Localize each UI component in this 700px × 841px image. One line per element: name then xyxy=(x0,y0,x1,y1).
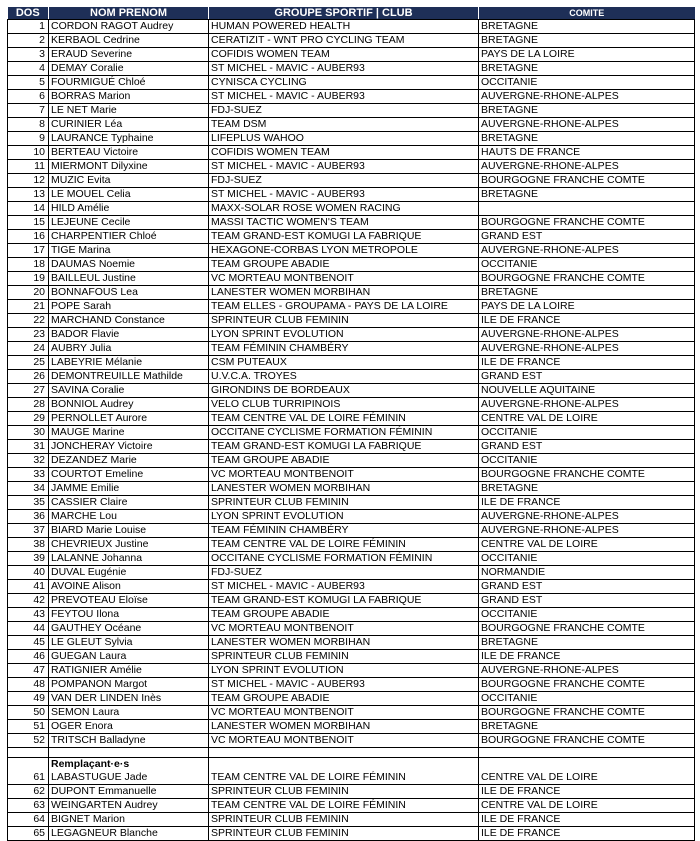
rider-row xyxy=(8,678,695,692)
header-club[interactable]: GROUPE SPORTIF | CLUB xyxy=(209,7,479,20)
cell-dos: 38 xyxy=(8,538,49,552)
cell-dos: 40 xyxy=(8,566,49,580)
cell-club: LYON SPRINT EVOLUTION xyxy=(209,664,479,678)
separator-row xyxy=(8,748,695,758)
rider-row xyxy=(8,706,695,720)
cell-comite: OCCITANIE xyxy=(479,258,695,272)
rider-row xyxy=(8,608,695,622)
rider-row xyxy=(8,258,695,272)
cell-comite: BOURGOGNE FRANCHE COMTE xyxy=(479,216,695,230)
rider-row xyxy=(8,160,695,174)
rider-row xyxy=(8,188,695,202)
rider-row xyxy=(8,412,695,426)
cell-club: LANESTER WOMEN MORBIHAN xyxy=(209,482,479,496)
cell-comite: BOURGOGNE FRANCHE COMTE xyxy=(479,706,695,720)
cell-name: LAURANCE Typhaine xyxy=(49,132,209,146)
cell-dos: 20 xyxy=(8,286,49,300)
cell-name: AVOINE Alison xyxy=(49,580,209,594)
cell-name: LABEYRIE Mélanie xyxy=(49,356,209,370)
cell-dos: 37 xyxy=(8,524,49,538)
cell-dos: 32 xyxy=(8,454,49,468)
cell-dos: 28 xyxy=(8,398,49,412)
header-comite[interactable]: COMITE xyxy=(479,7,695,20)
cell-club: ST MICHEL - MAVIC - AUBER93 xyxy=(209,678,479,692)
cell-club: TEAM CENTRE VAL DE LOIRE FÉMININ xyxy=(209,538,479,552)
cell-dos: 51 xyxy=(8,720,49,734)
cell-club: VC MORTEAU MONTBENOIT xyxy=(209,468,479,482)
cell-name: BONNAFOUS Lea xyxy=(49,286,209,300)
cell-dos: 9 xyxy=(8,132,49,146)
cell-club: TEAM ELLES - GROUPAMA - PAYS DE LA LOIRE xyxy=(209,300,479,314)
cell-comite: BRETAGNE xyxy=(479,132,695,146)
cell-club: TEAM GROUPE ABADIE xyxy=(209,608,479,622)
cell-dos: 29 xyxy=(8,412,49,426)
rider-row xyxy=(8,636,695,650)
cell-dos: 35 xyxy=(8,496,49,510)
cell-name: POMPANON Margot xyxy=(49,678,209,692)
cell-club: SPRINTEUR CLUB FEMININ xyxy=(209,827,479,841)
cell-comite: AUVERGNE-RHONE-ALPES xyxy=(479,90,695,104)
rider-row xyxy=(8,454,695,468)
cell-name: BERTEAU Victoire xyxy=(49,146,209,160)
rider-row xyxy=(8,524,695,538)
cell-club: CERATIZIT - WNT PRO CYCLING TEAM xyxy=(209,34,479,48)
start-list-table xyxy=(7,7,695,841)
substitutes-heading-row xyxy=(8,758,695,772)
cell-comite: BRETAGNE xyxy=(479,62,695,76)
cell-name: GAUTHEY Océane xyxy=(49,622,209,636)
rider-row xyxy=(8,552,695,566)
cell-comite: ILE DE FRANCE xyxy=(479,496,695,510)
cell-name: GUEGAN Laura xyxy=(49,650,209,664)
cell-comite: BRETAGNE xyxy=(479,482,695,496)
cell-comite: BOURGOGNE FRANCHE COMTE xyxy=(479,734,695,748)
rider-row xyxy=(8,538,695,552)
cell-comite: OCCITANIE xyxy=(479,692,695,706)
substitute-row xyxy=(8,799,695,813)
rider-row xyxy=(8,622,695,636)
rider-row xyxy=(8,496,695,510)
cell-comite: GRAND EST xyxy=(479,580,695,594)
header-dos[interactable]: DOS xyxy=(8,7,49,20)
cell-comite: ILE DE FRANCE xyxy=(479,785,695,799)
cell-name: MAUGE Marine xyxy=(49,426,209,440)
cell-comite: BRETAGNE xyxy=(479,20,695,34)
rider-row xyxy=(8,20,695,34)
substitute-row xyxy=(8,771,695,785)
cell-name: RATIGNIER Amélie xyxy=(49,664,209,678)
substitute-row xyxy=(8,827,695,841)
cell-comite: BRETAGNE xyxy=(479,188,695,202)
cell-club: U.V.C.A. TROYES xyxy=(209,370,479,384)
cell-name: CHARPENTIER Chloé xyxy=(49,230,209,244)
cell-dos: 61 xyxy=(8,771,49,785)
cell-name: PERNOLLET Aurore xyxy=(49,412,209,426)
cell-comite xyxy=(479,202,695,216)
cell-dos: 16 xyxy=(8,230,49,244)
cell-club: VELO CLUB TURRIPINOIS xyxy=(209,398,479,412)
cell-club: LIFEPLUS WAHOO xyxy=(209,132,479,146)
cell-name: SEMON Laura xyxy=(49,706,209,720)
cell-club: TEAM CENTRE VAL DE LOIRE FÉMININ xyxy=(209,771,479,785)
cell-dos: 12 xyxy=(8,174,49,188)
cell-club: TEAM GRAND-EST KOMUGI LA FABRIQUE xyxy=(209,230,479,244)
cell-name: CASSIER Claire xyxy=(49,496,209,510)
rider-row xyxy=(8,720,695,734)
cell-name: LE NET Marie xyxy=(49,104,209,118)
rider-row xyxy=(8,300,695,314)
cell-club: COFIDIS WOMEN TEAM xyxy=(209,146,479,160)
cell-dos: 63 xyxy=(8,799,49,813)
cell-club: ST MICHEL - MAVIC - AUBER93 xyxy=(209,188,479,202)
cell-comite: BOURGOGNE FRANCHE COMTE xyxy=(479,272,695,286)
cell-club: GIRONDINS DE BORDEAUX xyxy=(209,384,479,398)
cell-name: DEMONTREUILLE Mathilde xyxy=(49,370,209,384)
cell-comite: OCCITANIE xyxy=(479,426,695,440)
cell-name: BONNIOL Audrey xyxy=(49,398,209,412)
rider-row xyxy=(8,384,695,398)
cell-club: TEAM GROUPE ABADIE xyxy=(209,454,479,468)
cell-name: COURTOT Emeline xyxy=(49,468,209,482)
cell-club: TEAM FÉMININ CHAMBÉRY xyxy=(209,342,479,356)
cell-dos: 46 xyxy=(8,650,49,664)
cell-dos: 15 xyxy=(8,216,49,230)
cell-comite: ILE DE FRANCE xyxy=(479,356,695,370)
cell-comite: ILE DE FRANCE xyxy=(479,827,695,841)
cell-comite: BRETAGNE xyxy=(479,636,695,650)
rider-row xyxy=(8,510,695,524)
cell-name: MARCHE Lou xyxy=(49,510,209,524)
cell-club: HUMAN POWERED HEALTH xyxy=(209,20,479,34)
rider-row xyxy=(8,734,695,748)
cell-name: LALANNE Johanna xyxy=(49,552,209,566)
cell-club: SPRINTEUR CLUB FEMININ xyxy=(209,813,479,827)
cell-comite: OCCITANIE xyxy=(479,76,695,90)
rider-row xyxy=(8,440,695,454)
rider-row xyxy=(8,692,695,706)
cell-comite: GRAND EST xyxy=(479,440,695,454)
cell-dos: 52 xyxy=(8,734,49,748)
cell-name: LE MOUEL Celia xyxy=(49,188,209,202)
cell-dos: 25 xyxy=(8,356,49,370)
rider-row xyxy=(8,90,695,104)
cell-comite: PAYS DE LA LOIRE xyxy=(479,300,695,314)
cell-comite: ILE DE FRANCE xyxy=(479,314,695,328)
cell-dos: 3 xyxy=(8,48,49,62)
rider-row xyxy=(8,174,695,188)
cell-club: ST MICHEL - MAVIC - AUBER93 xyxy=(209,580,479,594)
cell-club: CSM PUTEAUX xyxy=(209,356,479,370)
cell-comite: OCCITANIE xyxy=(479,608,695,622)
cell-comite: ILE DE FRANCE xyxy=(479,813,695,827)
cell-name: BADOR Flavie xyxy=(49,328,209,342)
cell-name: MUZIC Evita xyxy=(49,174,209,188)
cell-club: MAXX-SOLAR ROSE WOMEN RACING xyxy=(209,202,479,216)
cell-club: SPRINTEUR CLUB FEMININ xyxy=(209,496,479,510)
cell-club: VC MORTEAU MONTBENOIT xyxy=(209,706,479,720)
cell-club: ST MICHEL - MAVIC - AUBER93 xyxy=(209,62,479,76)
cell-club: LYON SPRINT EVOLUTION xyxy=(209,328,479,342)
cell-club: FDJ-SUEZ xyxy=(209,104,479,118)
rider-row xyxy=(8,48,695,62)
cell-name: TIGE Marina xyxy=(49,244,209,258)
cell-comite: ILE DE FRANCE xyxy=(479,650,695,664)
cell-comite: BRETAGNE xyxy=(479,104,695,118)
cell-comite: GRAND EST xyxy=(479,594,695,608)
cell-name: JAMME Emilie xyxy=(49,482,209,496)
cell-name: FOURMIGUÉ Chloé xyxy=(49,76,209,90)
rider-row xyxy=(8,426,695,440)
rider-row xyxy=(8,566,695,580)
cell-dos: 45 xyxy=(8,636,49,650)
cell-club: LANESTER WOMEN MORBIHAN xyxy=(209,286,479,300)
rider-row xyxy=(8,272,695,286)
cell-name: POPE Sarah xyxy=(49,300,209,314)
cell-dos: 27 xyxy=(8,384,49,398)
cell-club: TEAM DSM xyxy=(209,118,479,132)
cell-dos: 14 xyxy=(8,202,49,216)
cell-dos: 47 xyxy=(8,664,49,678)
cell-name: DAUMAS Noemie xyxy=(49,258,209,272)
cell-dos: 43 xyxy=(8,608,49,622)
cell-name: TRITSCH Balladyne xyxy=(49,734,209,748)
cell-comite: BRETAGNE xyxy=(479,286,695,300)
substitutes-label: Remplaçant·e·s xyxy=(49,758,209,772)
rider-row xyxy=(8,398,695,412)
cell-dos: 7 xyxy=(8,104,49,118)
cell-comite: AUVERGNE-RHONE-ALPES xyxy=(479,398,695,412)
rider-row xyxy=(8,76,695,90)
cell-name: KERBAOL Cedrine xyxy=(49,34,209,48)
rider-row xyxy=(8,230,695,244)
rider-row xyxy=(8,314,695,328)
cell-dos: 19 xyxy=(8,272,49,286)
substitutes-list xyxy=(8,748,695,841)
cell-club: SPRINTEUR CLUB FEMININ xyxy=(209,314,479,328)
cell-dos: 2 xyxy=(8,34,49,48)
cell-dos: 62 xyxy=(8,785,49,799)
rider-row xyxy=(8,202,695,216)
cell-comite: BOURGOGNE FRANCHE COMTE xyxy=(479,678,695,692)
cell-club: ST MICHEL - MAVIC - AUBER93 xyxy=(209,160,479,174)
cell-dos: 49 xyxy=(8,692,49,706)
cell-name: LEJEUNE Cecile xyxy=(49,216,209,230)
cell-comite: AUVERGNE-RHONE-ALPES xyxy=(479,664,695,678)
cell-name: BAILLEUL Justine xyxy=(49,272,209,286)
cell-comite: OCCITANIE xyxy=(479,454,695,468)
cell-comite: OCCITANIE xyxy=(479,552,695,566)
cell-comite: GRAND EST xyxy=(479,230,695,244)
cell-comite: CENTRE VAL DE LOIRE xyxy=(479,799,695,813)
rider-row xyxy=(8,132,695,146)
cell-dos: 42 xyxy=(8,594,49,608)
cell-club: OCCITANE CYCLISME FORMATION FÉMININ xyxy=(209,552,479,566)
cell-name: BORRAS Marion xyxy=(49,90,209,104)
cell-comite: AUVERGNE-RHONE-ALPES xyxy=(479,244,695,258)
cell-dos: 33 xyxy=(8,468,49,482)
cell-name: DEZANDEZ Marie xyxy=(49,454,209,468)
cell-name: WEINGARTEN Audrey xyxy=(49,799,209,813)
cell-club: TEAM GRAND-EST KOMUGI LA FABRIQUE xyxy=(209,440,479,454)
cell-name: BIARD Marie Louise xyxy=(49,524,209,538)
riders-list xyxy=(8,20,695,748)
header-name[interactable]: NOM PRENOM xyxy=(49,7,209,20)
cell-name: AUBRY Julia xyxy=(49,342,209,356)
cell-club: CYNISCA CYCLING xyxy=(209,76,479,90)
rider-row xyxy=(8,370,695,384)
cell-dos: 64 xyxy=(8,813,49,827)
rider-row xyxy=(8,468,695,482)
cell-name: LEGAGNEUR Blanche xyxy=(49,827,209,841)
cell-dos: 10 xyxy=(8,146,49,160)
rider-row xyxy=(8,104,695,118)
cell-dos: 6 xyxy=(8,90,49,104)
cell-club: LANESTER WOMEN MORBIHAN xyxy=(209,720,479,734)
cell-dos: 65 xyxy=(8,827,49,841)
cell-club: VC MORTEAU MONTBENOIT xyxy=(209,272,479,286)
cell-comite: AUVERGNE-RHONE-ALPES xyxy=(479,510,695,524)
cell-club: TEAM CENTRE VAL DE LOIRE FÉMININ xyxy=(209,412,479,426)
cell-name: VAN DER LINDEN Inès xyxy=(49,692,209,706)
cell-club: TEAM GRAND-EST KOMUGI LA FABRIQUE xyxy=(209,594,479,608)
cell-comite: BOURGOGNE FRANCHE COMTE xyxy=(479,174,695,188)
cell-club: VC MORTEAU MONTBENOIT xyxy=(209,622,479,636)
cell-dos: 18 xyxy=(8,258,49,272)
header-row xyxy=(8,7,695,20)
cell-dos: 48 xyxy=(8,678,49,692)
rider-row xyxy=(8,356,695,370)
rider-row xyxy=(8,244,695,258)
cell-comite: CENTRE VAL DE LOIRE xyxy=(479,771,695,785)
rider-row xyxy=(8,34,695,48)
rider-row xyxy=(8,580,695,594)
cell-club: SPRINTEUR CLUB FEMININ xyxy=(209,785,479,799)
rider-row xyxy=(8,342,695,356)
cell-dos: 13 xyxy=(8,188,49,202)
cell-comite: AUVERGNE-RHONE-ALPES xyxy=(479,524,695,538)
cell-comite: AUVERGNE-RHONE-ALPES xyxy=(479,118,695,132)
cell-club: TEAM CENTRE VAL DE LOIRE FÉMININ xyxy=(209,799,479,813)
cell-club: ST MICHEL - MAVIC - AUBER93 xyxy=(209,90,479,104)
cell-dos: 39 xyxy=(8,552,49,566)
cell-comite: BOURGOGNE FRANCHE COMTE xyxy=(479,622,695,636)
rider-row xyxy=(8,286,695,300)
cell-name: LABASTUGUE Jade xyxy=(49,771,209,785)
cell-name: CURINIER Léa xyxy=(49,118,209,132)
cell-name: MIERMONT Dilyxine xyxy=(49,160,209,174)
cell-comite: AUVERGNE-RHONE-ALPES xyxy=(479,328,695,342)
substitute-row xyxy=(8,813,695,827)
cell-dos: 36 xyxy=(8,510,49,524)
start-list-sheet xyxy=(7,7,694,841)
cell-dos: 21 xyxy=(8,300,49,314)
cell-club: TEAM GROUPE ABADIE xyxy=(209,692,479,706)
cell-dos: 5 xyxy=(8,76,49,90)
cell-name: ERAUD Severine xyxy=(49,48,209,62)
cell-dos: 26 xyxy=(8,370,49,384)
cell-dos: 22 xyxy=(8,314,49,328)
cell-dos: 44 xyxy=(8,622,49,636)
cell-dos: 1 xyxy=(8,20,49,34)
rider-row xyxy=(8,216,695,230)
cell-dos: 4 xyxy=(8,62,49,76)
rider-row xyxy=(8,664,695,678)
cell-name: FEYTOU Ilona xyxy=(49,608,209,622)
cell-comite: BOURGOGNE FRANCHE COMTE xyxy=(479,468,695,482)
cell-comite: NORMANDIE xyxy=(479,566,695,580)
cell-name: HILD Amélie xyxy=(49,202,209,216)
rider-row xyxy=(8,328,695,342)
rider-row xyxy=(8,482,695,496)
cell-club: LANESTER WOMEN MORBIHAN xyxy=(209,636,479,650)
cell-name: MARCHAND Constance xyxy=(49,314,209,328)
cell-dos: 30 xyxy=(8,426,49,440)
cell-name: BIGNET Marion xyxy=(49,813,209,827)
cell-comite: PAYS DE LA LOIRE xyxy=(479,48,695,62)
cell-dos: 41 xyxy=(8,580,49,594)
cell-club: TEAM GROUPE ABADIE xyxy=(209,258,479,272)
cell-dos: 8 xyxy=(8,118,49,132)
cell-dos: 50 xyxy=(8,706,49,720)
cell-dos: 17 xyxy=(8,244,49,258)
cell-club: FDJ-SUEZ xyxy=(209,174,479,188)
rider-row xyxy=(8,118,695,132)
cell-club: SPRINTEUR CLUB FEMININ xyxy=(209,650,479,664)
cell-comite: AUVERGNE-RHONE-ALPES xyxy=(479,342,695,356)
cell-comite: NOUVELLE AQUITAINE xyxy=(479,384,695,398)
rider-row xyxy=(8,650,695,664)
cell-name: SAVINA Coralie xyxy=(49,384,209,398)
cell-comite: BRETAGNE xyxy=(479,720,695,734)
cell-name: OGER Enora xyxy=(49,720,209,734)
cell-comite: BRETAGNE xyxy=(479,34,695,48)
cell-name: CHEVRIEUX Justine xyxy=(49,538,209,552)
cell-name: CORDON RAGOT Audrey xyxy=(49,20,209,34)
cell-dos: 23 xyxy=(8,328,49,342)
cell-name: DEMAY Coralie xyxy=(49,62,209,76)
cell-name: JONCHERAY Victoire xyxy=(49,440,209,454)
cell-club: HEXAGONE-CORBAS LYON METROPOLE xyxy=(209,244,479,258)
cell-comite: CENTRE VAL DE LOIRE xyxy=(479,412,695,426)
cell-comite: CENTRE VAL DE LOIRE xyxy=(479,538,695,552)
cell-name: LE GLEUT Sylvia xyxy=(49,636,209,650)
cell-comite: HAUTS DE FRANCE xyxy=(479,146,695,160)
cell-name: PREVOTEAU Eloïse xyxy=(49,594,209,608)
rider-row xyxy=(8,62,695,76)
rider-row xyxy=(8,594,695,608)
cell-name: DUPONT Emmanuelle xyxy=(49,785,209,799)
cell-club: MASSI TACTIC WOMEN'S TEAM xyxy=(209,216,479,230)
cell-name: DUVAL Eugénie xyxy=(49,566,209,580)
cell-dos: 34 xyxy=(8,482,49,496)
cell-comite: GRAND EST xyxy=(479,370,695,384)
cell-club: LYON SPRINT EVOLUTION xyxy=(209,510,479,524)
cell-club: FDJ-SUEZ xyxy=(209,566,479,580)
cell-club: TEAM FÉMININ CHAMBÉRY xyxy=(209,524,479,538)
cell-dos: 31 xyxy=(8,440,49,454)
cell-club: OCCITANE CYCLISME FORMATION FÉMININ xyxy=(209,426,479,440)
cell-dos: 24 xyxy=(8,342,49,356)
cell-club: COFIDIS WOMEN TEAM xyxy=(209,48,479,62)
cell-dos: 11 xyxy=(8,160,49,174)
rider-row xyxy=(8,146,695,160)
cell-comite: AUVERGNE-RHONE-ALPES xyxy=(479,160,695,174)
cell-club: VC MORTEAU MONTBENOIT xyxy=(209,734,479,748)
